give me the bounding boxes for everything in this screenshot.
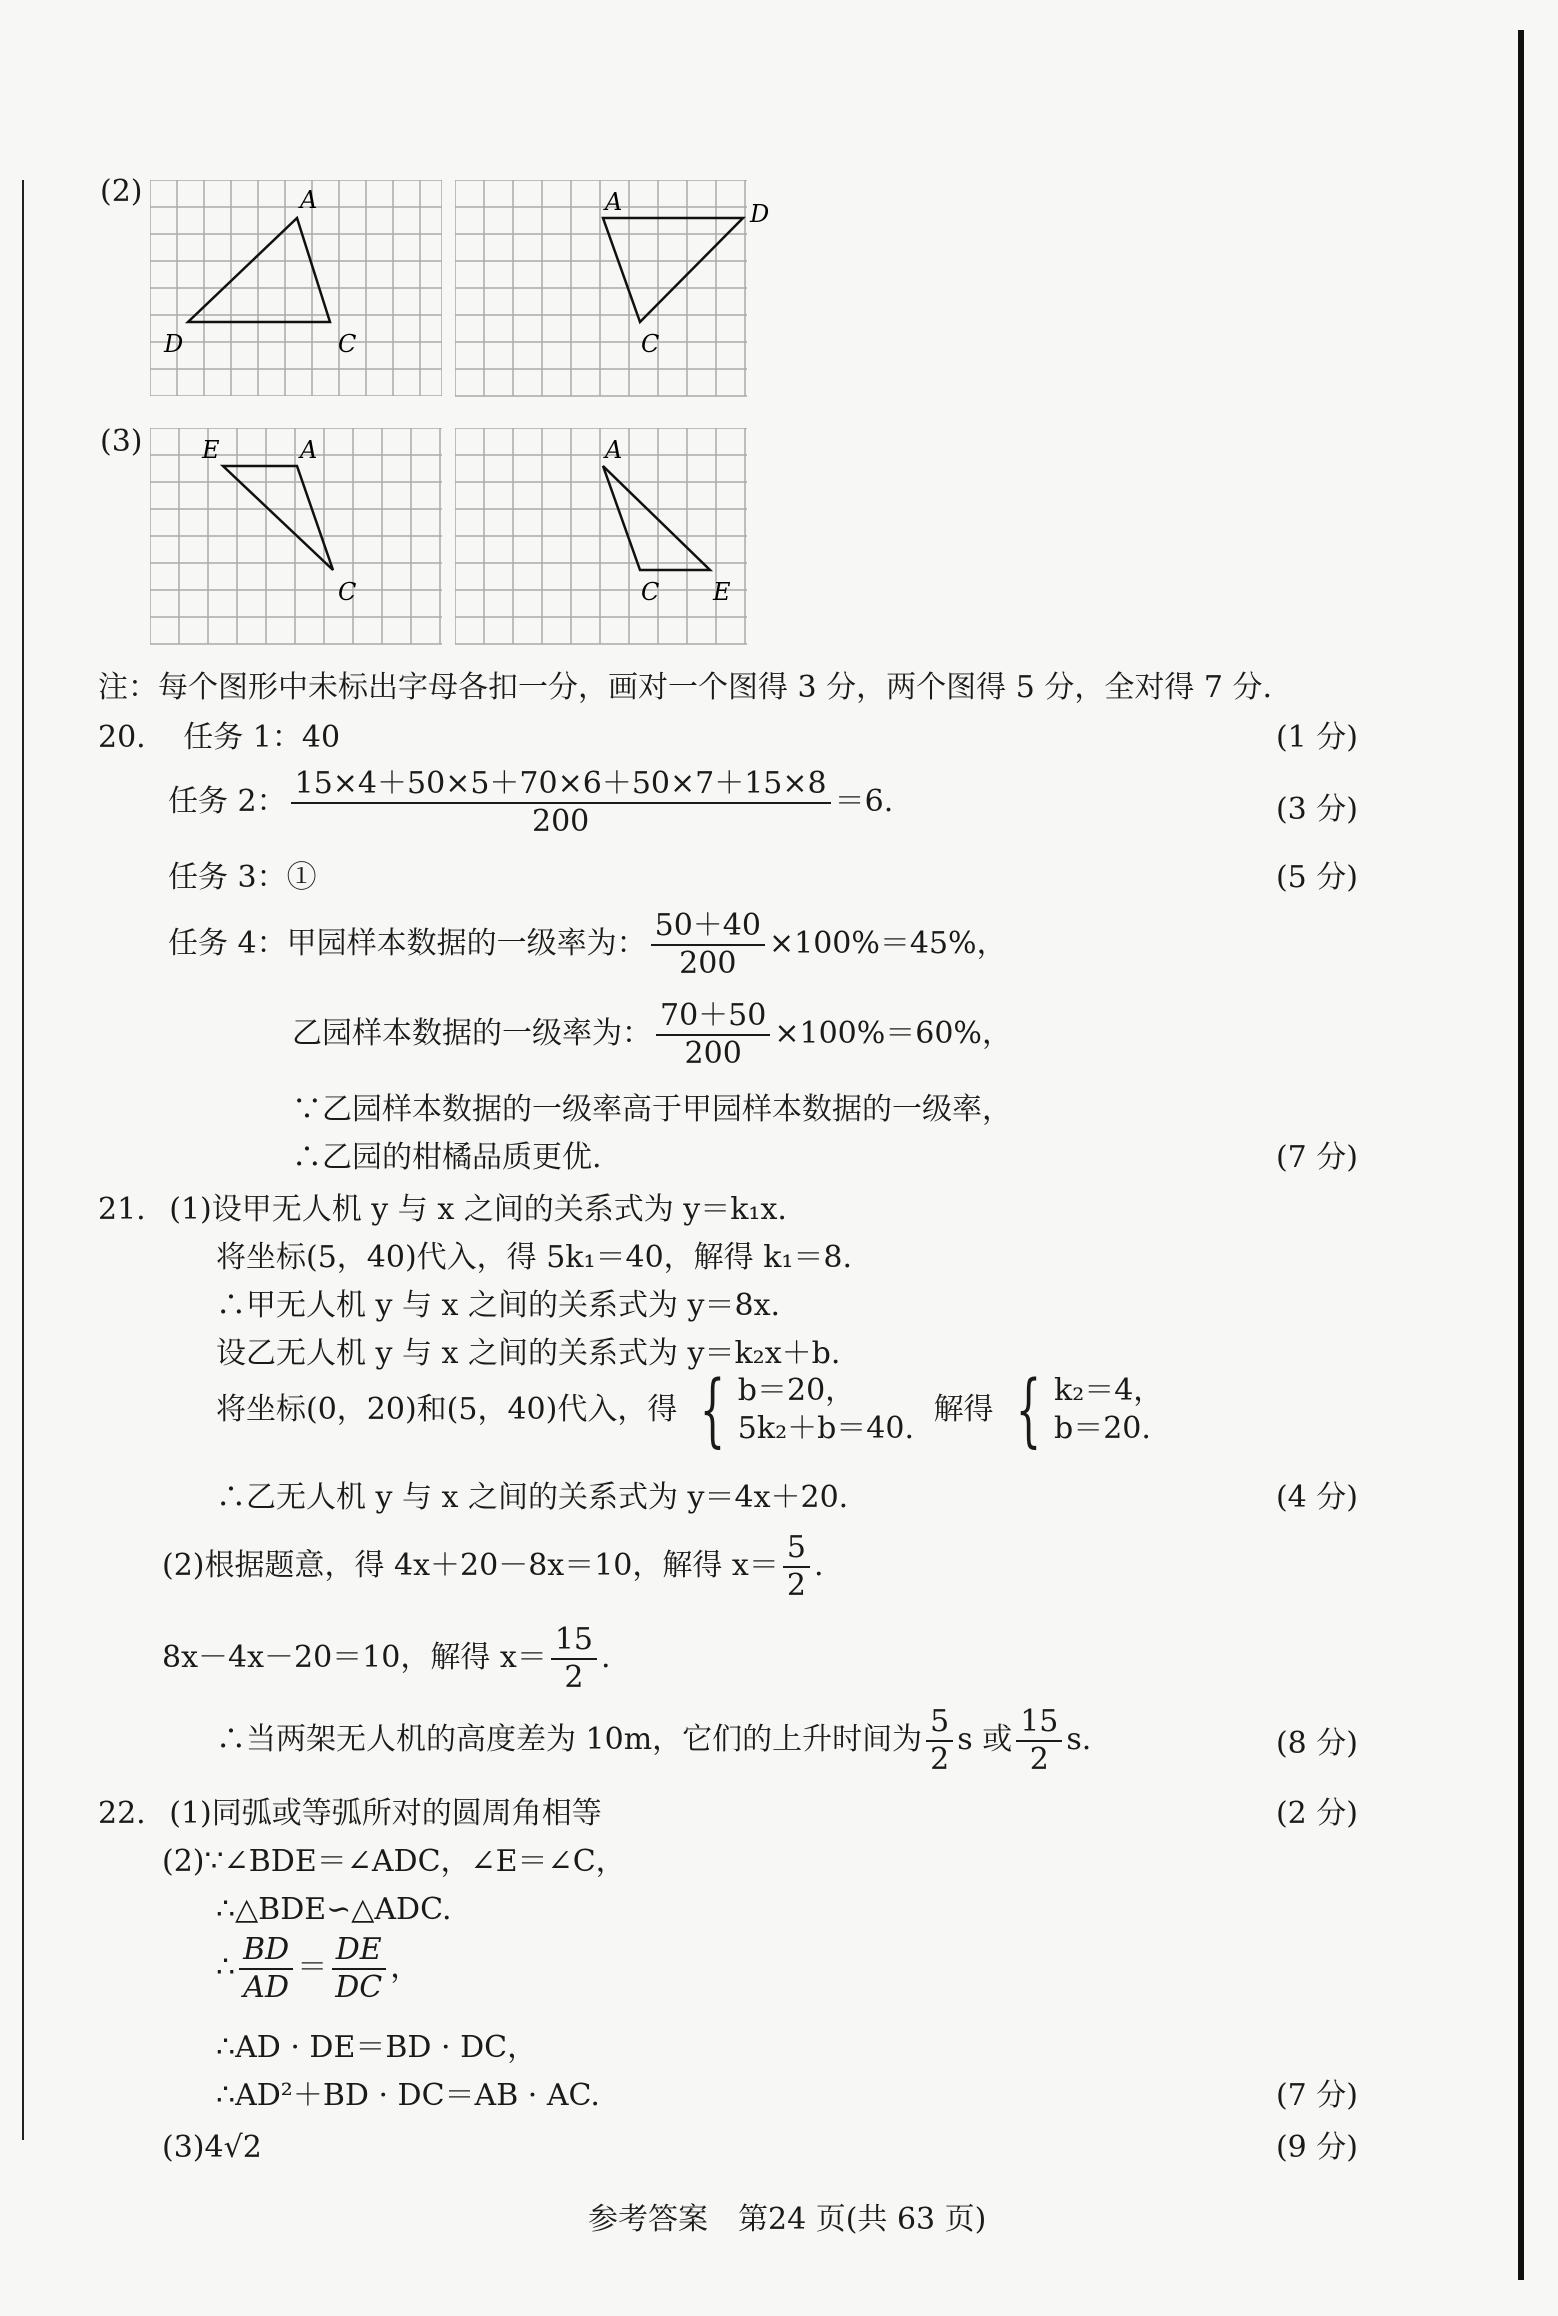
q20-task3-score: (5 分) — [1275, 860, 1358, 895]
q22-line1-score: (2 分) — [1275, 1796, 1358, 1831]
task4b-denominator: 200 — [684, 1036, 742, 1071]
page-footer: 参考答案 第24 页(共 63 页) — [588, 2202, 987, 2237]
label-A: A — [300, 186, 318, 214]
task4-fraction — [651, 908, 765, 982]
task4-label: 任务 4：甲园样本数据的一级率为： — [168, 926, 647, 961]
q20-task1 — [98, 718, 340, 758]
q22-number: 22. — [98, 1796, 146, 1831]
p2b-num: 15 — [551, 1622, 597, 1660]
q21-l1-text: (1)设甲无人机 y 与 x 之间的关系式为 y＝k₁x. — [169, 1192, 787, 1227]
l4-d1: AD — [243, 1970, 289, 2005]
q21-part2b — [162, 1622, 611, 1696]
right-edge-line — [1518, 30, 1524, 2280]
part2-label: (2) — [100, 174, 143, 209]
p2b-den: 2 — [564, 1660, 584, 1695]
q21-number: 21. — [98, 1192, 146, 1227]
l4-frac2 — [331, 1932, 386, 2006]
q20-task4 — [168, 908, 1007, 982]
concl-pre: ∴当两架无人机的高度差为 10m，它们的上升时间为 — [216, 1722, 923, 1757]
system-1: { b＝20， 5k₂＋b＝40. — [699, 1363, 915, 1456]
q20-task3: 任务 3：① — [168, 860, 317, 895]
q20-task4b — [292, 998, 1012, 1072]
p2b-fraction — [551, 1622, 597, 1696]
q20-task4-score: (7 分) — [1275, 1140, 1358, 1175]
label-A: A — [605, 436, 623, 464]
l4-pre: ∴ — [216, 1950, 236, 1985]
part3-label: (3) — [100, 424, 143, 459]
q21-line6: ∴乙无人机 y 与 x 之间的关系式为 y＝4x＋20. — [216, 1480, 849, 1515]
left-margin-line — [22, 180, 24, 2140]
task2-numerator: 15×4＋50×5＋70×6＋50×7＋15×8 — [291, 766, 831, 804]
q22-line2: (2)∵∠BDE＝∠ADC，∠E＝∠C， — [162, 1844, 626, 1879]
label-A: A — [605, 188, 623, 216]
q22-line7-score: (9 分) — [1275, 2130, 1358, 2165]
sys1-row1: b＝20， — [737, 1373, 856, 1408]
task4b-numerator: 70＋50 — [656, 998, 770, 1036]
label-C: C — [641, 330, 660, 358]
q21-line3: ∴甲无人机 y 与 x 之间的关系式为 y＝8x. — [216, 1288, 781, 1323]
l5-mid: 解得 — [933, 1392, 994, 1427]
q22-line3: ∴△BDE∽△ADC. — [216, 1892, 452, 1927]
l4-d2: DC — [335, 1970, 383, 2005]
q22-line6-score: (7 分) — [1275, 2078, 1358, 2113]
figure-3b — [455, 428, 775, 658]
l5-pre: 将坐标(0，20)和(5，40)代入，得 — [216, 1392, 678, 1427]
q20-number: 20. — [98, 720, 146, 755]
p2-end: . — [813, 1548, 824, 1583]
p2-num: 5 — [783, 1530, 810, 1568]
p2-pre: (2)根据题意，得 4x＋20－8x＝10，解得 x＝ — [162, 1548, 779, 1583]
label-C: C — [338, 330, 357, 358]
label-D: D — [750, 200, 770, 228]
l4-eq: ＝ — [297, 1950, 328, 1985]
sys2-row2: b＝20. — [1054, 1411, 1151, 1446]
l4-n1: BD — [239, 1932, 293, 1970]
q22-line1 — [98, 1794, 602, 1834]
q21-line4: 设乙无人机 y 与 x 之间的关系式为 y＝k₂x＋b. — [216, 1336, 841, 1371]
q22-line7: (3)4√2 — [162, 2130, 262, 2165]
label-C: C — [338, 578, 357, 606]
task2-denominator: 200 — [531, 804, 590, 839]
figure-2a — [150, 180, 442, 396]
task2-label: 任务 2： — [168, 784, 287, 819]
label-C: C — [641, 578, 660, 606]
concl-frac1 — [926, 1704, 953, 1778]
task2-fraction — [291, 766, 831, 840]
q21-line6-score: (4 分) — [1275, 1480, 1358, 1515]
p2b-pre: 8x－4x－20＝10，解得 x＝ — [162, 1640, 547, 1675]
concl-n1: 5 — [926, 1704, 953, 1742]
q20-because: ∵乙园样本数据的一级率高于甲园样本数据的一级率， — [292, 1092, 1012, 1127]
q21-line2: 将坐标(5，40)代入，得 5k₁＝40，解得 k₁＝8. — [216, 1240, 853, 1275]
q21-conclusion — [216, 1704, 1091, 1778]
p2-fraction — [783, 1530, 810, 1604]
note-line: 注：每个图形中未标出字母各扣一分，画对一个图得 3 分，两个图得 5 分，全对得 7 分. — [98, 670, 1273, 705]
concl-d1: 2 — [930, 1742, 950, 1777]
label-D: D — [164, 330, 184, 358]
concl-d2: 2 — [1029, 1742, 1049, 1777]
task4b-result: ×100%＝60%， — [774, 1016, 1012, 1051]
sys2-row1: k₂＝4， — [1054, 1373, 1164, 1408]
p2b-end: . — [601, 1640, 611, 1675]
figure-2b — [455, 180, 775, 410]
q21-line1 — [98, 1190, 787, 1230]
q20-task1-score: (1 分) — [1275, 720, 1358, 755]
concl-mid: s 或 — [957, 1722, 1013, 1757]
concl-end: s. — [1066, 1722, 1092, 1757]
q20-task2-score: (3 分) — [1275, 792, 1358, 827]
task4-result: ×100%＝45%， — [768, 926, 1007, 961]
q22-l1-text: (1)同弧或等弧所对的圆周角相等 — [169, 1796, 602, 1831]
q21-conclusion-score: (8 分) — [1275, 1726, 1358, 1761]
q21-part2 — [162, 1530, 824, 1604]
task4b-fraction — [656, 998, 770, 1072]
task2-result: ＝6. — [834, 784, 894, 819]
p2-den: 2 — [786, 1568, 806, 1603]
q20-task2 — [168, 766, 893, 840]
task4-denominator: 200 — [679, 946, 737, 981]
q22-line6: ∴AD²＋BD · DC＝AB · AC. — [216, 2078, 600, 2113]
q21-line5 — [216, 1363, 1164, 1456]
l4-n2: DE — [332, 1932, 386, 1970]
concl-n2: 15 — [1016, 1704, 1062, 1742]
task4-numerator: 50＋40 — [651, 908, 765, 946]
sys1-row2: 5k₂＋b＝40. — [737, 1411, 915, 1446]
q22-line5: ∴AD · DE＝BD · DC， — [216, 2030, 538, 2065]
q20-task1-text: 任务 1：40 — [183, 720, 341, 755]
task4b-label: 乙园样本数据的一级率为： — [292, 1016, 652, 1051]
concl-frac2 — [1016, 1704, 1062, 1778]
q20-therefore: ∴乙园的柑橘品质更优. — [292, 1140, 602, 1175]
label-A: A — [300, 436, 318, 464]
figure-3a — [150, 428, 470, 658]
label-E: E — [202, 436, 220, 464]
system-2: { k₂＝4， b＝20. — [1015, 1363, 1164, 1456]
l4-end: ， — [390, 1950, 421, 1985]
label-E: E — [713, 578, 731, 606]
l4-frac1 — [239, 1932, 293, 2006]
q22-line4 — [216, 1932, 420, 2006]
